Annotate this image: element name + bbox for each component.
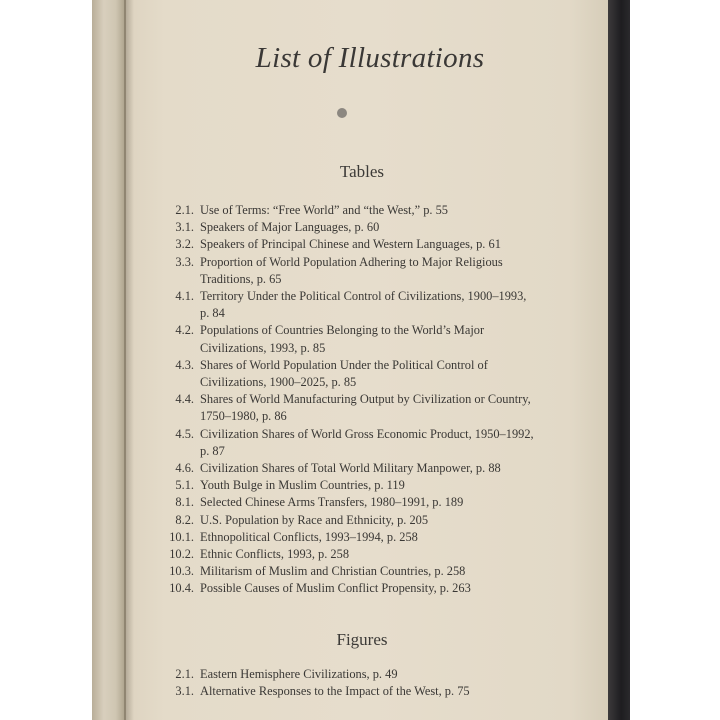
figures-heading: Figures — [336, 630, 388, 649]
list-item — [160, 546, 600, 563]
item-line: 1750–1980, p. 86 — [200, 409, 287, 424]
item-number: 10.2. — [169, 547, 194, 562]
background-white — [630, 0, 720, 720]
item-title — [200, 254, 600, 288]
item-line: Populations of Countries Belonging to the World’s Major — [200, 323, 485, 338]
item-title — [200, 683, 600, 700]
item-line: Proportion of World Population Adhering to Major Religious — [200, 254, 503, 269]
item-line: Alternative Responses to the Impact of the West, p. 75 — [200, 684, 470, 699]
book-cover-edge — [92, 0, 126, 720]
item-line: p. 84 — [200, 306, 225, 321]
item-line: Speakers of Principal Chinese and Western Languages, p. 61 — [200, 237, 501, 252]
item-number: 4.5. — [175, 426, 194, 441]
item-title — [200, 202, 600, 219]
list-item — [160, 391, 600, 425]
list-item — [160, 563, 600, 580]
item-line: Selected Chinese Arms Transfers, 1980–1991, p. 189 — [200, 495, 464, 510]
item-line: Possible Causes of Muslim Conflict Propensity, p. 263 — [200, 581, 471, 596]
item-line: U.S. Population by Race and Ethnicity, p. 205 — [200, 512, 429, 527]
item-line: Ethnopolitical Conflicts, 1993–1994, p. 258 — [200, 529, 418, 544]
item-line: Shares of World Manufacturing Output by Civilization or Country, — [200, 392, 531, 407]
item-title — [200, 512, 600, 529]
item-title — [200, 236, 600, 253]
item-line: p. 87 — [200, 443, 225, 458]
item-line: Territory Under the Political Control of Civilizations, 1900–1993, — [200, 289, 527, 304]
item-line: Traditions, p. 65 — [200, 271, 282, 286]
page-title: List of Illustrations — [255, 42, 485, 74]
item-number: 8.2. — [175, 512, 194, 527]
list-item — [160, 512, 600, 529]
item-line: Eastern Hemisphere Civilizations, p. 49 — [200, 667, 398, 681]
list-item — [160, 288, 600, 322]
list-item — [160, 236, 600, 253]
list-item — [160, 683, 600, 700]
list-item — [160, 529, 600, 546]
item-title — [200, 580, 600, 597]
item-line: Shares of World Population Under the Political Control of — [200, 357, 488, 372]
item-line: Civilization Shares of Total World Military Manpower, p. 88 — [200, 461, 501, 476]
ornament-dot-icon — [337, 108, 347, 118]
item-number: 8.1. — [175, 495, 194, 510]
list-item — [160, 426, 600, 460]
gutter-shadow — [124, 0, 134, 720]
item-number: 10.3. — [169, 564, 194, 579]
item-title — [200, 460, 600, 477]
list-item — [160, 460, 600, 477]
list-item — [160, 357, 600, 391]
item-line: Use of Terms: “Free World” and “the West,” p. 55 — [200, 203, 448, 217]
item-number: 4.6. — [175, 461, 194, 476]
item-number: 4.1. — [175, 289, 194, 304]
item-number: 3.1. — [175, 684, 194, 699]
item-title — [200, 563, 600, 580]
item-title — [200, 494, 600, 511]
item-title — [200, 477, 600, 494]
item-title — [200, 666, 600, 683]
item-title — [200, 529, 600, 546]
list-item — [160, 477, 600, 494]
item-title — [200, 391, 600, 425]
item-title — [200, 546, 600, 563]
tables-heading: Tables — [339, 162, 385, 181]
item-number: 2.1. — [175, 667, 194, 681]
list-item — [160, 219, 600, 236]
item-number: 3.3. — [175, 254, 194, 269]
item-line: Ethnic Conflicts, 1993, p. 258 — [200, 547, 350, 562]
item-line: Civilizations, 1993, p. 85 — [200, 340, 326, 355]
item-title — [200, 322, 600, 356]
item-line: Youth Bulge in Muslim Countries, p. 119 — [200, 478, 405, 493]
list-item — [160, 580, 600, 597]
item-number: 4.3. — [175, 357, 194, 372]
item-number: 10.4. — [169, 581, 194, 596]
background-dark-edge — [608, 0, 630, 720]
item-line: Militarism of Muslim and Christian Countries, p. 258 — [200, 564, 466, 579]
item-number: 4.2. — [175, 323, 194, 338]
item-title — [200, 219, 600, 236]
item-line: Speakers of Major Languages, p. 60 — [200, 220, 380, 235]
item-line: Civilization Shares of World Gross Economic Product, 1950–1992, — [200, 426, 534, 441]
item-number: 10.1. — [169, 529, 194, 544]
item-line: Civilizations, 1900–2025, p. 85 — [200, 375, 357, 390]
list-item — [160, 666, 600, 683]
item-title — [200, 426, 600, 460]
list-item — [160, 254, 600, 288]
item-number: 3.2. — [175, 237, 194, 252]
figures-list — [160, 666, 600, 700]
item-number: 3.1. — [175, 220, 194, 235]
item-number: 4.4. — [175, 392, 194, 407]
list-item — [160, 322, 600, 356]
list-item — [160, 494, 600, 511]
item-number: 2.1. — [175, 203, 194, 217]
tables-list — [160, 202, 600, 598]
item-title — [200, 357, 600, 391]
list-item — [160, 202, 600, 219]
item-number: 5.1. — [175, 478, 194, 493]
item-title — [200, 288, 600, 322]
